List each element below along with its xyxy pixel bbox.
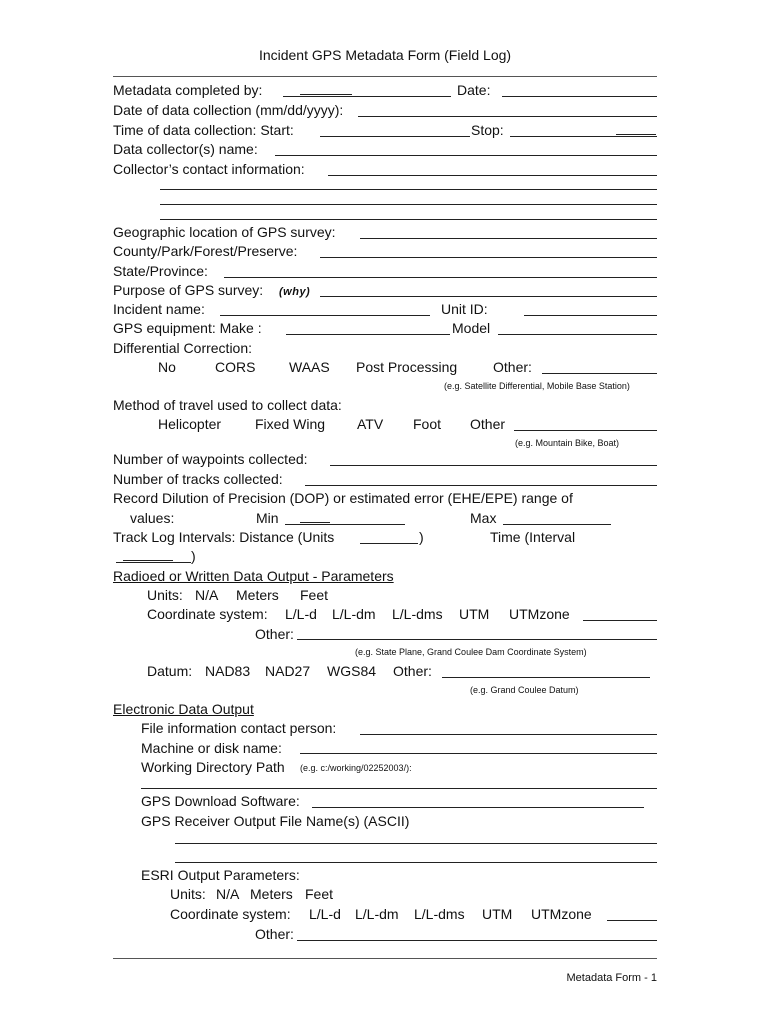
completed-by-short-line: [300, 94, 352, 95]
diff-note: (e.g. Satellite Differential, Mobile Base Station): [444, 381, 630, 391]
esri-label: ESRI Output Parameters:: [141, 867, 300, 883]
top-rule: [113, 76, 657, 77]
travel-atv[interactable]: ATV: [357, 416, 384, 432]
radio-units-label: Units:: [147, 587, 183, 603]
esri-coord-lldms[interactable]: L/L-dms: [414, 906, 465, 922]
radio-coord-note: (e.g. State Plane, Grand Coulee Dam Coordinate System): [355, 647, 587, 657]
esri-coord-utm[interactable]: UTM: [482, 906, 513, 922]
machine-label: Machine or disk name:: [141, 740, 282, 756]
state-label: State/Province:: [113, 263, 208, 279]
min-field[interactable]: [285, 524, 405, 525]
workdir-label: Working Directory Path: [141, 759, 285, 775]
machine-field[interactable]: [300, 753, 657, 754]
radio-other-label: Other:: [255, 626, 294, 642]
radio-unit-na[interactable]: N/A: [195, 587, 219, 603]
radio-coord-utm[interactable]: UTM: [459, 606, 490, 622]
collector-contact-line-3[interactable]: [160, 204, 657, 205]
radio-datum-other-field[interactable]: [442, 677, 650, 678]
collector-contact-label: Collector’s contact information:: [113, 161, 305, 177]
travel-note: (e.g. Mountain Bike, Boat): [515, 438, 620, 448]
radio-coord-lld[interactable]: L/L-d: [285, 606, 317, 622]
esri-coord-label: Coordinate system:: [170, 906, 291, 922]
download-software-label: GPS Download Software:: [141, 793, 300, 809]
receiver-file-line-1[interactable]: [175, 843, 657, 844]
esri-unit-meters[interactable]: Meters: [250, 886, 293, 902]
radio-unit-feet[interactable]: Feet: [300, 587, 329, 603]
unit-id-field[interactable]: [524, 315, 657, 316]
distance-close-paren: ): [419, 529, 424, 545]
receiver-file-line-2[interactable]: [175, 862, 657, 863]
diff-option-waas[interactable]: WAAS: [289, 359, 330, 375]
incident-name-label: Incident name:: [113, 301, 205, 317]
diff-option-no[interactable]: No: [158, 359, 176, 375]
radio-datum-nad83[interactable]: NAD83: [205, 663, 251, 679]
diff-option-other[interactable]: Other:: [493, 359, 532, 375]
esri-unit-feet[interactable]: Feet: [305, 886, 334, 902]
model-label: Model: [452, 320, 491, 336]
distance-units-field[interactable]: [360, 543, 418, 544]
radio-coord-utmzone[interactable]: UTMzone: [509, 606, 570, 622]
values-label: values:: [130, 510, 175, 526]
track-intervals-label: Track Log Intervals: Distance (Units: [113, 529, 335, 545]
radio-datum-nad27[interactable]: NAD27: [265, 663, 311, 679]
state-field[interactable]: [224, 277, 657, 278]
radio-other-field[interactable]: [297, 639, 657, 640]
time-close-paren: ): [191, 548, 196, 564]
esri-utmzone-field[interactable]: [607, 920, 657, 921]
purpose-field[interactable]: [320, 296, 657, 297]
date-label: Date:: [457, 82, 491, 98]
receiver-file-label: GPS Receiver Output File Name(s) (ASCII): [141, 813, 410, 829]
collector-contact-field[interactable]: [328, 175, 657, 176]
min-label: Min: [256, 510, 279, 526]
radio-coord-label: Coordinate system:: [147, 606, 268, 622]
radio-datum-other[interactable]: Other:: [393, 663, 432, 679]
esri-units-label: Units:: [170, 886, 206, 902]
collector-contact-line-2[interactable]: [160, 189, 657, 190]
stop-time-field[interactable]: [510, 136, 657, 137]
collector-contact-line-4[interactable]: [160, 219, 657, 220]
geo-location-field[interactable]: [360, 238, 657, 239]
stop-short-line: [616, 134, 656, 135]
esri-coord-lldm[interactable]: L/L-dm: [355, 906, 399, 922]
date-field[interactable]: [502, 96, 657, 97]
radio-heading: Radioed or Written Data Output - Parameters: [113, 568, 394, 584]
time-interval-short-line: [123, 560, 173, 561]
date-collection-field[interactable]: [358, 116, 657, 117]
workdir-note: (e.g. c:/working/02252003/):: [300, 763, 412, 773]
waypoints-field[interactable]: [330, 465, 657, 466]
max-field[interactable]: [503, 524, 611, 525]
travel-other[interactable]: Other: [470, 416, 506, 432]
dop-label: Record Dilution of Precision (DOP) or estimated error (EHE/EPE) range of: [113, 490, 573, 506]
diff-option-post[interactable]: Post Processing: [356, 359, 458, 375]
collector-name-field[interactable]: [275, 155, 657, 156]
time-collection-label: Time of data collection: Start:: [113, 122, 294, 138]
esri-coord-utmzone[interactable]: UTMzone: [531, 906, 592, 922]
model-field[interactable]: [498, 334, 657, 335]
esri-coord-lld[interactable]: L/L-d: [309, 906, 341, 922]
tracks-field[interactable]: [305, 485, 657, 486]
completed-by-field[interactable]: [283, 96, 451, 97]
tracks-label: Number of tracks collected:: [113, 471, 283, 487]
radio-datum-note: (e.g. Grand Coulee Datum): [470, 685, 579, 695]
esri-other-label: Other:: [255, 926, 294, 942]
page-title: Incident GPS Metadata Form (Field Log): [258, 47, 512, 63]
radio-coord-lldm[interactable]: L/L-dm: [332, 606, 376, 622]
radio-utmzone-field[interactable]: [583, 620, 657, 621]
purpose-why: (why): [279, 286, 311, 298]
electronic-heading: Electronic Data Output: [113, 701, 254, 717]
bottom-rule: [113, 958, 657, 959]
unit-id-label: Unit ID:: [441, 301, 488, 317]
esri-other-field[interactable]: [297, 940, 657, 941]
completed-by-label: Metadata completed by:: [113, 82, 263, 98]
diff-other-field[interactable]: [542, 373, 657, 374]
page-footer: Metadata Form - 1: [566, 972, 657, 984]
stop-label: Stop:: [471, 122, 504, 138]
radio-datum-label: Datum:: [147, 663, 193, 679]
esri-unit-na[interactable]: N/A: [216, 886, 240, 902]
geo-location-label: Geographic location of GPS survey:: [113, 224, 336, 240]
file-contact-label: File information contact person:: [141, 720, 337, 736]
file-contact-field[interactable]: [360, 734, 657, 735]
workdir-field[interactable]: [141, 788, 657, 789]
download-software-field[interactable]: [312, 807, 644, 808]
radio-coord-lldms[interactable]: L/L-dms: [392, 606, 443, 622]
county-field[interactable]: [320, 257, 657, 258]
purpose-label: Purpose of GPS survey:: [113, 282, 264, 298]
gps-make-field[interactable]: [286, 334, 450, 335]
min-short-line: [300, 522, 330, 523]
max-label: Max: [470, 510, 497, 526]
travel-foot[interactable]: Foot: [413, 416, 442, 432]
county-label: County/Park/Forest/Preserve:: [113, 243, 298, 259]
gps-make-label: GPS equipment: Make :: [113, 320, 262, 336]
waypoints-label: Number of waypoints collected:: [113, 451, 308, 467]
travel-label: Method of travel used to collect data:: [113, 397, 342, 413]
radio-unit-meters[interactable]: Meters: [236, 587, 279, 603]
incident-name-field[interactable]: [220, 315, 430, 316]
travel-other-field[interactable]: [514, 430, 657, 431]
travel-helicopter[interactable]: Helicopter: [158, 416, 222, 432]
start-time-field[interactable]: [320, 136, 470, 137]
diff-correction-label: Differential Correction:: [113, 340, 253, 356]
radio-datum-wgs84[interactable]: WGS84: [327, 663, 377, 679]
travel-fixed-wing[interactable]: Fixed Wing: [255, 416, 326, 432]
date-collection-label: Date of data collection (mm/dd/yyyy):: [113, 102, 344, 118]
time-interval-field[interactable]: [116, 562, 191, 563]
collector-name-label: Data collector(s) name:: [113, 141, 258, 157]
time-interval-label: Time (Interval: [490, 529, 576, 545]
diff-option-cors[interactable]: CORS: [215, 359, 256, 375]
